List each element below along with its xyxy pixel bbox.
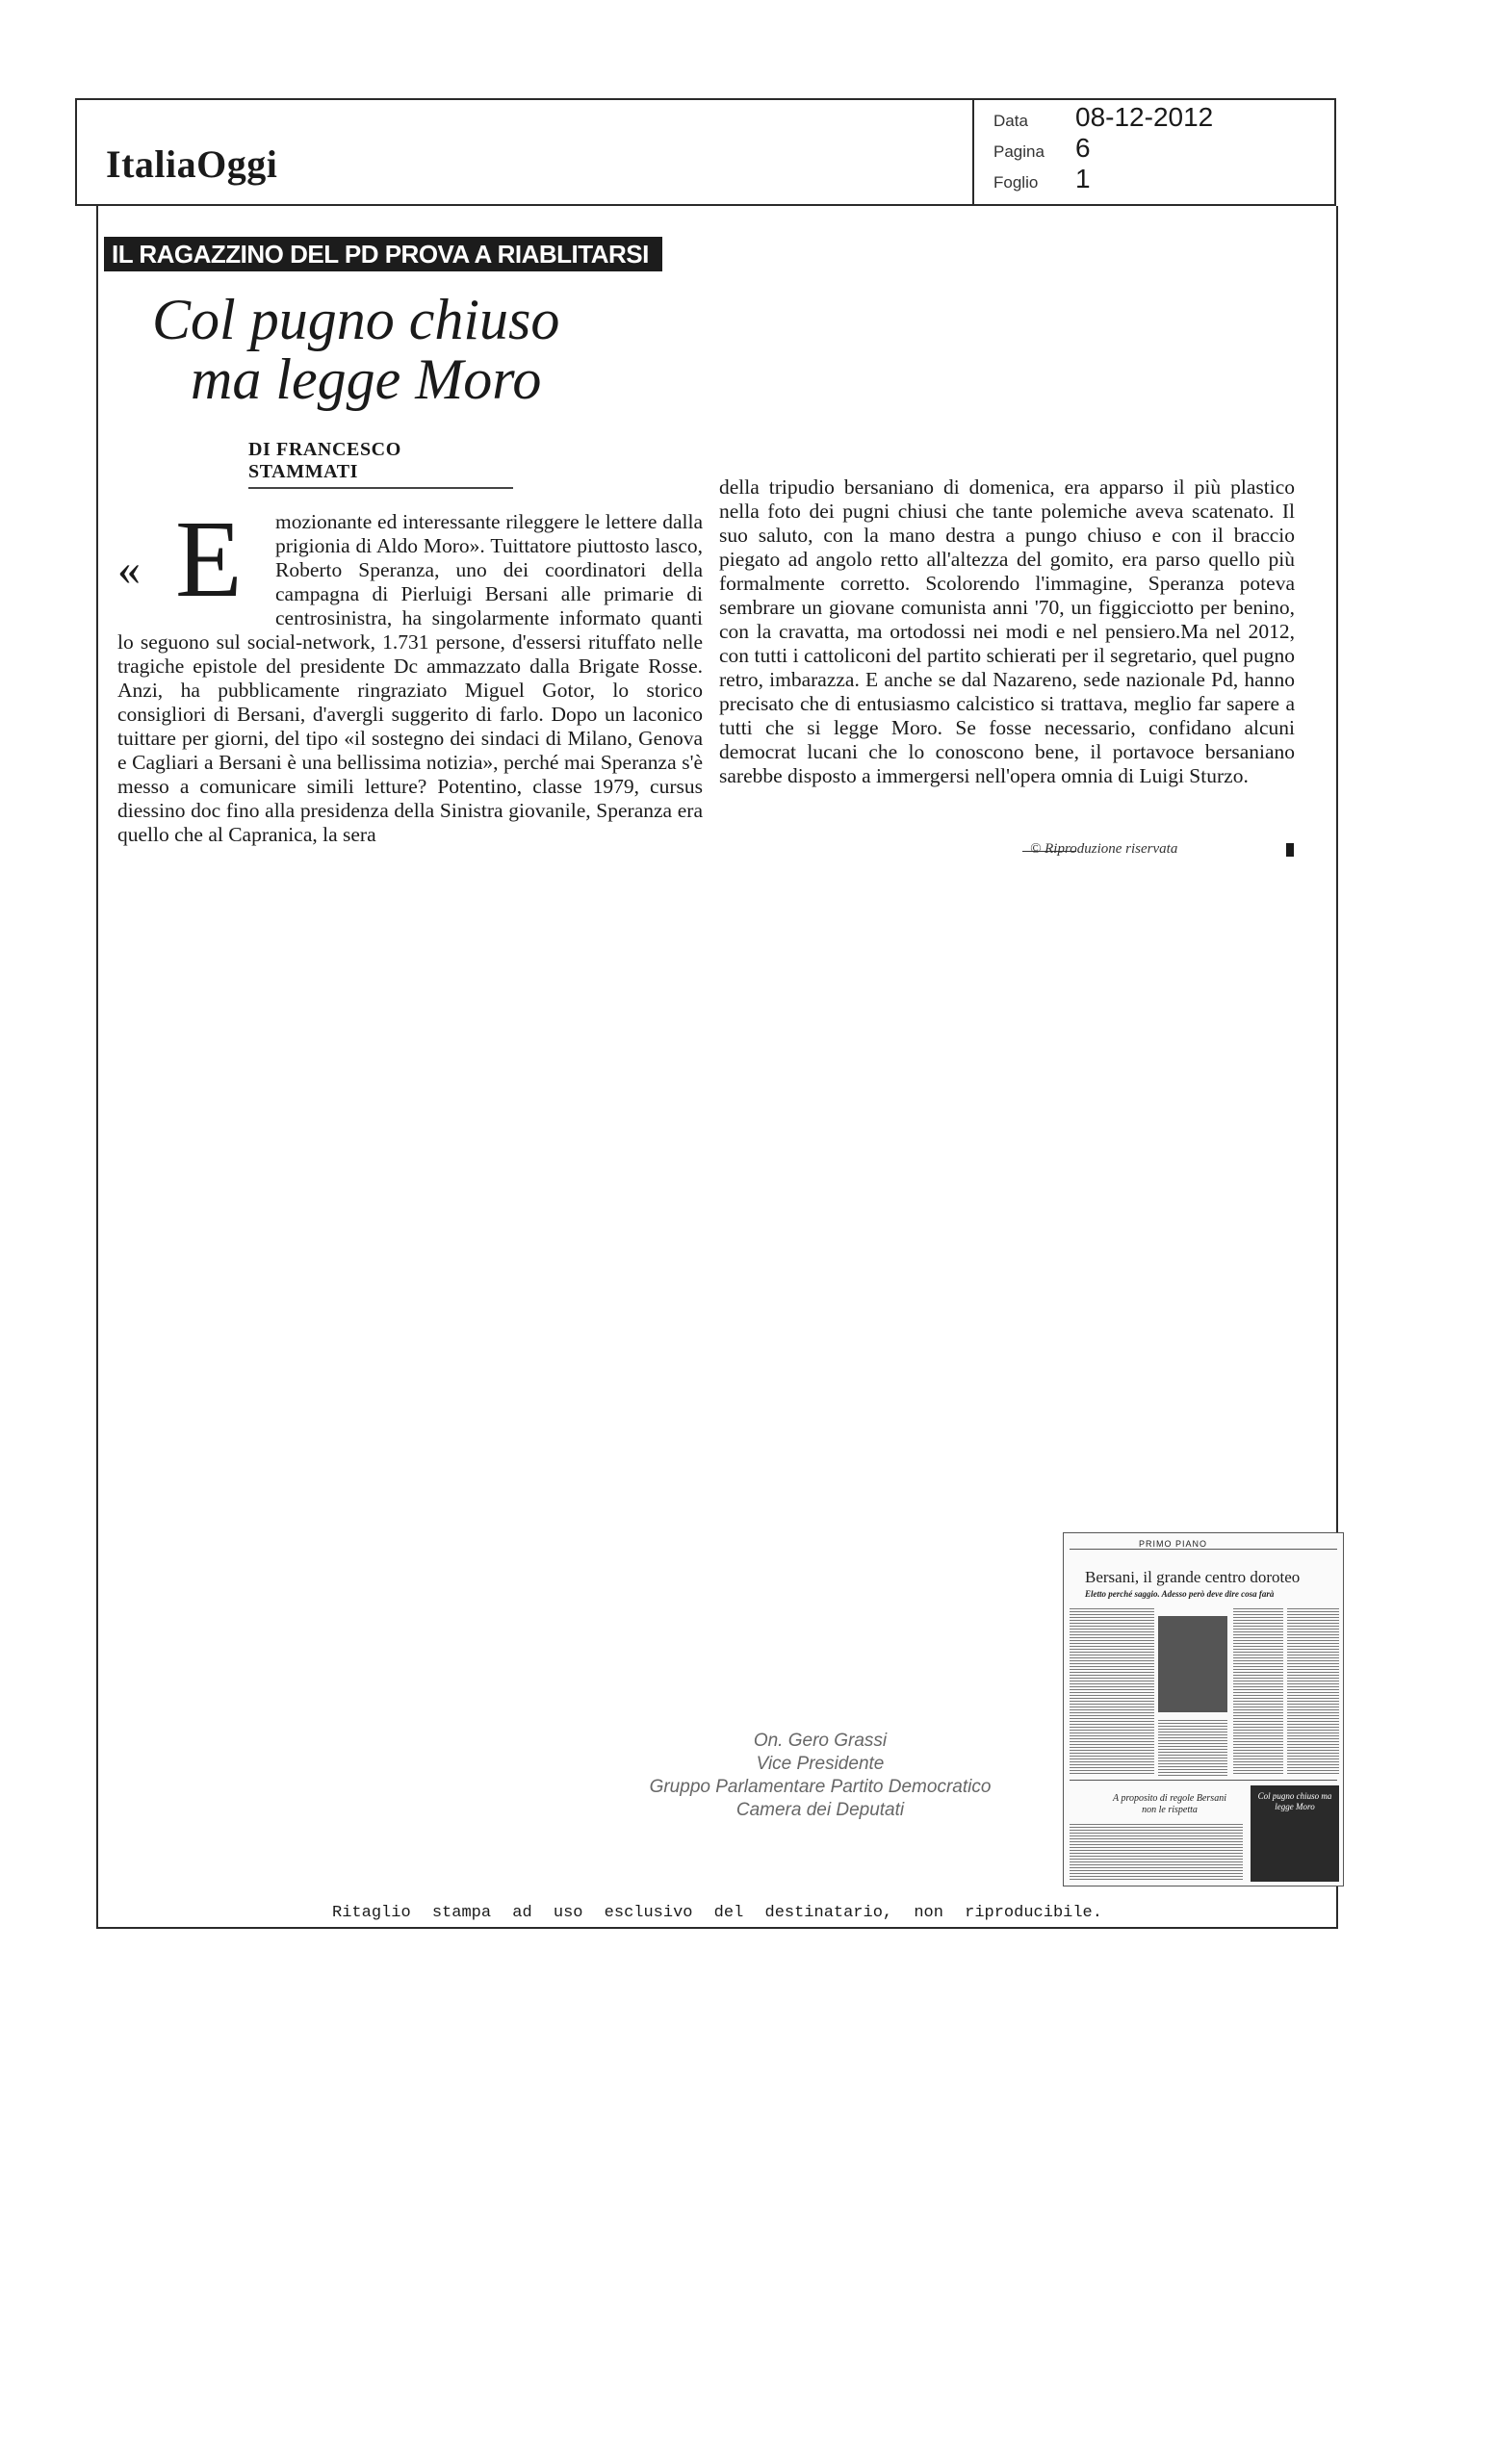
thumbnail-text-block [1070,1822,1243,1882]
article-column-right [719,475,1295,788]
thumbnail-text-block [1158,1718,1227,1776]
masthead-logo: ItaliaOggi [106,142,278,186]
page-label: Pagina [993,142,1045,161]
thumbnail-lower-right-title: Col pugno chiuso ma legge Moro [1257,1791,1332,1811]
thumbnail-text-block [1070,1606,1154,1776]
thumbnail-dark-box [1251,1785,1339,1882]
thumbnail-section: PRIMO PIANO [1139,1539,1208,1549]
thumbnail-rule [1070,1549,1337,1550]
dropcap-quote: « [117,544,141,595]
article-body-right: della tripudio bersaniano di domenica, era apparso il più plastico nella foto dei pugni chiusi che tante polemiche aveva scatenato. Il suo saluto, con la mano destra a pungo chiuso e con il braccio piegato ad angolo retto all'altezza del gomito, era parso quello più formalmente corretto. Scolorendo l'immagine, Speranza poteva sembrare un giovane comunista anni '70, un figgicciotto per benino, con la cravatta, ma ortodossi nei modi e nel pensiero.Ma nel 2012, con tutti i cattoliconi del partito schierati per il segretario, quel pugno retro, imbarazza. E anche se dal Nazareno, sede nazionale Pd, hanno precisato che di entusiasmo calcistico si trattava, meglio far sapere a tutti che si legge Moro. Se fosse necessario, confidano alcuni democrat lucani che lo conoscono bene, il portavoce bersaniano sarebbe disposto a immergersi nell'opera omnia di Luigi Sturzo. [719,475,1295,787]
sheet-value: 1 [1075,164,1091,193]
article-byline: DI FRANCESCO STAMMATI [248,439,513,489]
thumbnail-lower-left-title: A proposito di regole Bersani non le rispetta [1113,1793,1226,1815]
dropcap-letter: E [175,498,243,620]
thumbnail-rule [1070,1780,1337,1781]
thumbnail-photo [1158,1616,1227,1712]
article-title-line-2: ma legge Moro [191,347,542,411]
sheet-label: Foglio [993,173,1039,192]
article-kicker: IL RAGAZZINO DEL PD PROVA A RIABLITARSI [104,237,662,271]
copyright-notice: © Riproduzione riservata [1030,841,1178,857]
page-thumbnail [1063,1532,1344,1886]
date-value: 08-12-2012 [1075,102,1214,132]
article-body-left: mozionante ed interessante rileggere le lettere dalla prigionia di Aldo Moro». Tuittatore piuttosto lasco, Roberto Speranza, uno dei coordinatori della campagna di Pierluigi Bersani alle primarie di centrosinistra, ha singolarmente informato quanti lo seguono sul social-network, 1.731 persone, d'essersi rituffato nelle tragiche epistole del presidente Dc ammazzato dalla Brigate Rosse. Anzi, ha pubblicamente ringraziato Miguel Gotor, lo storico consigliori di Bersani, d'avergli suggerito di farlo. Dopo un laconico tuittare per giorni, del tipo «il sostegno dei sindaci di Milano, Genova e Cagliari a Bersani è una bellissima notizia», perché mai Speranza s'è messo a comunicare simili letture? Potentino, classe 1979, cursus diessino doc fino alla presidenza della Sinistra giovanile, Speranza era quello che al Capranica, la sera [117,510,703,846]
article-column-left [117,498,703,847]
dropcap [117,498,270,620]
stamp-chamber: Camera dei Deputati [735,1800,905,1820]
end-of-article-mark [1286,843,1294,857]
thumbnail-text-block [1233,1606,1283,1776]
footer-rule [96,1927,1338,1929]
thumbnail-text-block [1287,1606,1339,1776]
stamp-group: Gruppo Parlamentare Partito Democratico [649,1777,992,1797]
article-title-line-1: Col pugno chiuso [152,288,560,351]
thumbnail-subhead: Eletto perché saggio. Adesso però deve dire cosa farà [1085,1589,1275,1599]
date-label: Data [993,112,1028,130]
stamp-role: Vice Presidente [756,1754,885,1774]
thumbnail-headline: Bersani, il grande centro doroteo [1085,1568,1301,1586]
meta-box [972,98,1336,206]
footer-notice: Ritaglio stampa ad uso esclusivo del destinatario, non riproducibile. [332,1904,1102,1922]
page-value: 6 [1075,133,1091,163]
stamp-name: On. Gero Grassi [753,1731,888,1751]
